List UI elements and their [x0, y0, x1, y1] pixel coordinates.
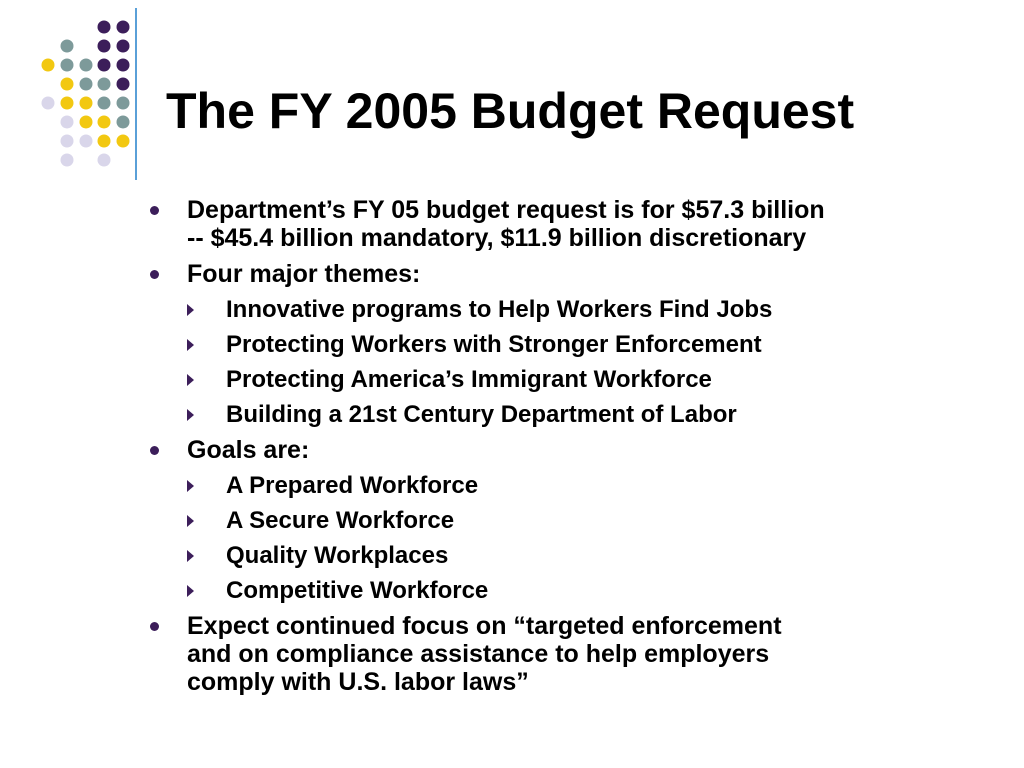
sub-bullet-item — [147, 472, 977, 500]
decorative-dot — [61, 154, 74, 167]
bullet-text — [226, 331, 977, 359]
decorative-dot — [98, 97, 111, 110]
decorative-dot — [61, 116, 74, 129]
decorative-dot — [117, 40, 130, 53]
bullet-text-line: A Prepared Workforce — [226, 472, 479, 499]
bullet-dot-icon — [150, 270, 159, 279]
bullet-item — [147, 612, 977, 696]
decorative-dot — [98, 59, 111, 72]
decorative-dot — [98, 78, 111, 91]
decorative-dot — [117, 59, 130, 72]
bullet-text — [226, 366, 977, 394]
triangle-bullet-icon — [187, 585, 194, 597]
slide-title: The FY 2005 Budget Request — [166, 83, 855, 139]
bullet-item — [147, 260, 977, 288]
decorative-dot — [80, 78, 93, 91]
decorative-dot — [61, 78, 74, 91]
bullet-list — [147, 196, 977, 704]
decorative-dot — [117, 97, 130, 110]
decorative-dot — [80, 59, 93, 72]
bullet-dot-icon — [150, 206, 159, 215]
decorative-dot — [80, 116, 93, 129]
decorative-dot — [98, 135, 111, 148]
triangle-bullet-icon — [187, 374, 194, 386]
decorative-dot — [42, 59, 55, 72]
triangle-bullet-icon — [187, 550, 194, 562]
bullet-text-line: Building a 21st Century Department of Labor — [226, 401, 737, 428]
decorative-dot — [98, 21, 111, 34]
bullet-text — [226, 401, 977, 429]
decorative-dot — [61, 40, 74, 53]
triangle-bullet-icon — [187, 339, 194, 351]
bullet-text-line: and on compliance assistance to help employers — [187, 640, 770, 668]
bullet-text — [187, 612, 977, 696]
sub-bullet-item — [147, 401, 977, 429]
sub-bullet-item — [147, 366, 977, 394]
bullet-text-line: Goals are: — [187, 436, 310, 464]
triangle-bullet-icon — [187, 515, 194, 527]
bullet-text-line: Expect continued focus on “targeted enforcement — [187, 612, 782, 640]
bullet-text — [226, 542, 977, 570]
bullet-text-line: Four major themes: — [187, 260, 421, 288]
sub-bullet-item — [147, 577, 977, 605]
decorative-dot-grid — [0, 0, 140, 180]
bullet-text-line: Department’s FY 05 budget request is for $57.3 billion — [187, 196, 825, 224]
bullet-text — [226, 507, 977, 535]
bullet-item — [147, 196, 977, 252]
triangle-bullet-icon — [187, 480, 194, 492]
bullet-text — [226, 472, 977, 500]
decorative-dot — [42, 97, 55, 110]
bullet-text — [226, 296, 977, 324]
triangle-bullet-icon — [187, 304, 194, 316]
decorative-dot — [117, 21, 130, 34]
sub-bullet-item — [147, 542, 977, 570]
bullet-text — [187, 196, 977, 252]
decorative-dot — [117, 78, 130, 91]
decorative-dot — [80, 135, 93, 148]
sub-bullet-item — [147, 331, 977, 359]
bullet-text-line: Competitive Workforce — [226, 577, 489, 604]
bullet-item — [147, 436, 977, 464]
bullet-text-line: A Secure Workforce — [226, 507, 455, 534]
decorative-dot — [98, 154, 111, 167]
bullet-dot-icon — [150, 446, 159, 455]
decorative-dot — [61, 59, 74, 72]
bullet-text-line: Innovative programs to Help Workers Find Jobs — [226, 296, 773, 323]
vertical-divider-line — [135, 8, 137, 180]
decorative-dot — [61, 97, 74, 110]
decorative-dot — [117, 135, 130, 148]
bullet-text-line: comply with U.S. labor laws” — [187, 668, 529, 696]
triangle-bullet-icon — [187, 409, 194, 421]
decorative-dot — [98, 40, 111, 53]
decorative-dot — [117, 116, 130, 129]
bullet-text-line: Quality Workplaces — [226, 542, 449, 569]
bullet-text-line: -- $45.4 billion mandatory, $11.9 billion discretionary — [187, 224, 807, 252]
bullet-text-line: Protecting America’s Immigrant Workforce — [226, 366, 712, 393]
bullet-text — [187, 436, 977, 464]
decorative-dot — [61, 135, 74, 148]
bullet-text — [187, 260, 977, 288]
bullet-text-line: Protecting Workers with Stronger Enforcement — [226, 331, 762, 358]
decorative-dot — [80, 97, 93, 110]
sub-bullet-item — [147, 507, 977, 535]
bullet-text — [226, 577, 977, 605]
bullet-dot-icon — [150, 622, 159, 631]
decorative-dot — [98, 116, 111, 129]
sub-bullet-item — [147, 296, 977, 324]
